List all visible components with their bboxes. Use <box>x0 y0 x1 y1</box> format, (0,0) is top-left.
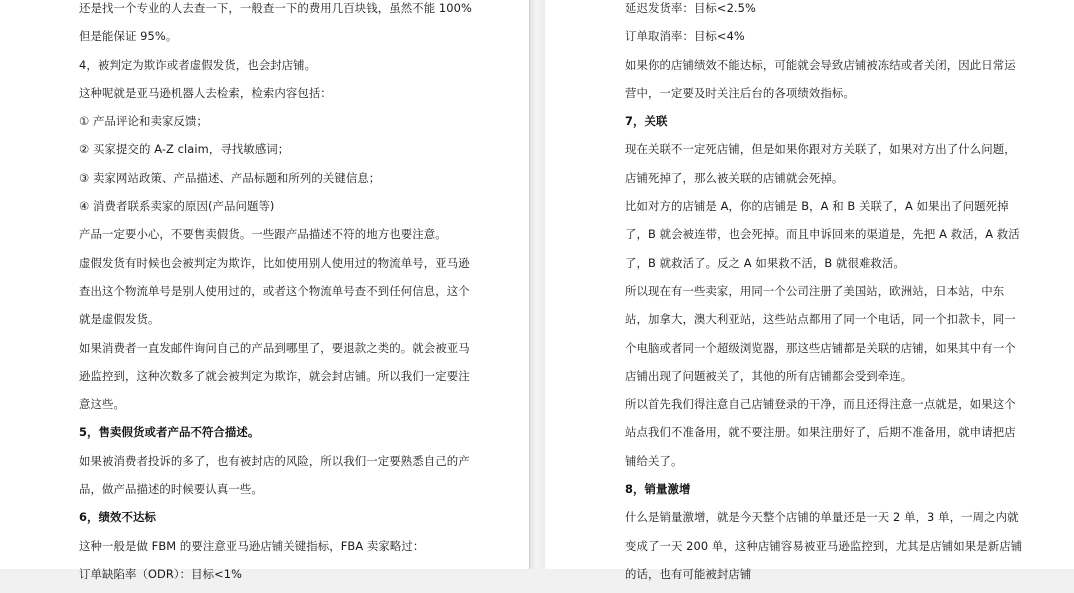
text-line: 品，做产品描述的时候要认真一些。 <box>79 482 263 497</box>
text-line: 这种一般是做 FBM 的要注意亚马逊店铺关键指标，FBA 卖家略过： <box>79 538 425 553</box>
text-line: ③ 卖家网站政策、产品描述、产品标题和所列的关键信息； <box>79 170 381 185</box>
text-line: 店铺死掉了，那么被关联的店铺就会死掉。 <box>625 170 844 185</box>
text-line: 订单缺陷率（ODR）：目标<1% <box>79 566 243 581</box>
text-line: 站点我们不准备用，就不要注册。如果注册好了，后期不准备用，就申请把店 <box>625 425 1016 440</box>
section-heading: 8，销量激增 <box>625 482 691 497</box>
text-line: 铺给关了。 <box>625 453 683 468</box>
text-line: 意这些。 <box>79 397 125 412</box>
text-line: 个电脑或者同一个超级浏览器，那这些店铺都是关联的店铺，如果其中有一个 <box>625 340 1016 355</box>
text-line: 延迟发货率：目标<2.5% <box>625 1 756 15</box>
text-line: ① 产品评论和卖家反馈； <box>79 114 208 129</box>
text-line: 什么是销量激增，就是今天整个店铺的单量还是一天 2 单，3 单，一周之内就 <box>625 510 1019 525</box>
text-line: 产品一定要小心，不要售卖假货。一些跟产品描述不符的地方也要注意。 <box>79 227 447 242</box>
text-line: 变成了一天 200 单，这种店铺容易被亚马逊监控到，尤其是店铺如果是新店铺 <box>625 538 1023 553</box>
text-line: 订单取消率：目标<4% <box>625 29 745 44</box>
text-line: 逊监控到，这种次数多了就会被判定为欺诈，就会封店铺。所以我们一定要注 <box>79 368 470 383</box>
text-line: 所以现在有一些卖家，用同一个公司注册了美国站，欧洲站，日本站，中东 <box>625 283 1005 298</box>
text-line: 就是虚假发货。 <box>79 312 160 327</box>
text-line: 如果消费者一直发邮件询问自己的产品到哪里了，要退款之类的。就会被亚马 <box>79 340 470 355</box>
page-divider <box>529 0 530 569</box>
text-line: 4，被判定为欺诈或者虚假发货，也会封店铺。 <box>79 57 317 72</box>
text-line: 但是能保证 95%。 <box>79 29 178 44</box>
text-line: 站，加拿大，澳大利亚站，这些站点都用了同一个电话，同一个扣款卡，同一 <box>625 312 1016 327</box>
text-line: 店铺出现了问题被关了，其他的所有店铺都会受到牵连。 <box>625 368 913 383</box>
text-line: 如果被消费者投诉的多了，也有被封店的风险，所以我们一定要熟悉自己的产 <box>79 453 470 468</box>
left-document-page <box>0 0 530 581</box>
section-heading: 7，关联 <box>625 114 668 129</box>
text-line: 虚假发货有时候也会被判定为欺诈，比如使用别人使用过的物流单号，亚马逊 <box>79 255 470 270</box>
section-heading: 6，绩效不达标 <box>79 510 156 525</box>
text-line: 了，B 就会被连带，也会死掉。而且申诉回来的渠道是，先把 A 救活，A 救活 <box>625 227 1020 242</box>
text-line: 还是找一个专业的人去查一下，一般查一下的费用几百块钱，虽然不能 100% <box>79 1 472 15</box>
text-line: 这种呢就是亚马逊机器人去检索，检索内容包括： <box>79 85 332 100</box>
left-page-text <box>0 0 530 593</box>
text-line: 如果你的店铺绩效不能达标，可能就会导致店铺被冻结或者关闭，因此日常运 <box>625 57 1016 72</box>
text-line: 所以首先我们得注意自己店铺登录的干净，而且还得注意一点就是，如果这个 <box>625 397 1016 412</box>
page-gutter <box>530 0 545 569</box>
text-line: ② 买家提交的 A-Z claim，寻找敏感词； <box>79 142 290 157</box>
text-line: 的话，也有可能被封店铺 <box>625 566 752 581</box>
text-line: 营中，一定要及时关注后台的各项绩效指标。 <box>625 85 855 100</box>
text-line: 现在关联不一定死店铺，但是如果你跟对方关联了，如果对方出了什么问题， <box>625 142 1016 157</box>
right-page-text <box>545 0 1074 593</box>
text-line: 比如对方的店铺是 A，你的店铺是 B，A 和 B 关联了，A 如果出了问题死掉 <box>625 199 1009 214</box>
section-heading: 5，售卖假货或者产品不符合描述。 <box>79 425 260 440</box>
right-document-page <box>545 0 1074 581</box>
text-line: 查出这个物流单号是别人使用过的，或者这个物流单号查不到任何信息，这个 <box>79 283 470 298</box>
text-line: ④ 消费者联系卖家的原因(产品问题等) <box>79 199 275 214</box>
text-line: 了，B 就救活了。反之 A 如果救不活，B 就很难救活。 <box>625 255 905 270</box>
